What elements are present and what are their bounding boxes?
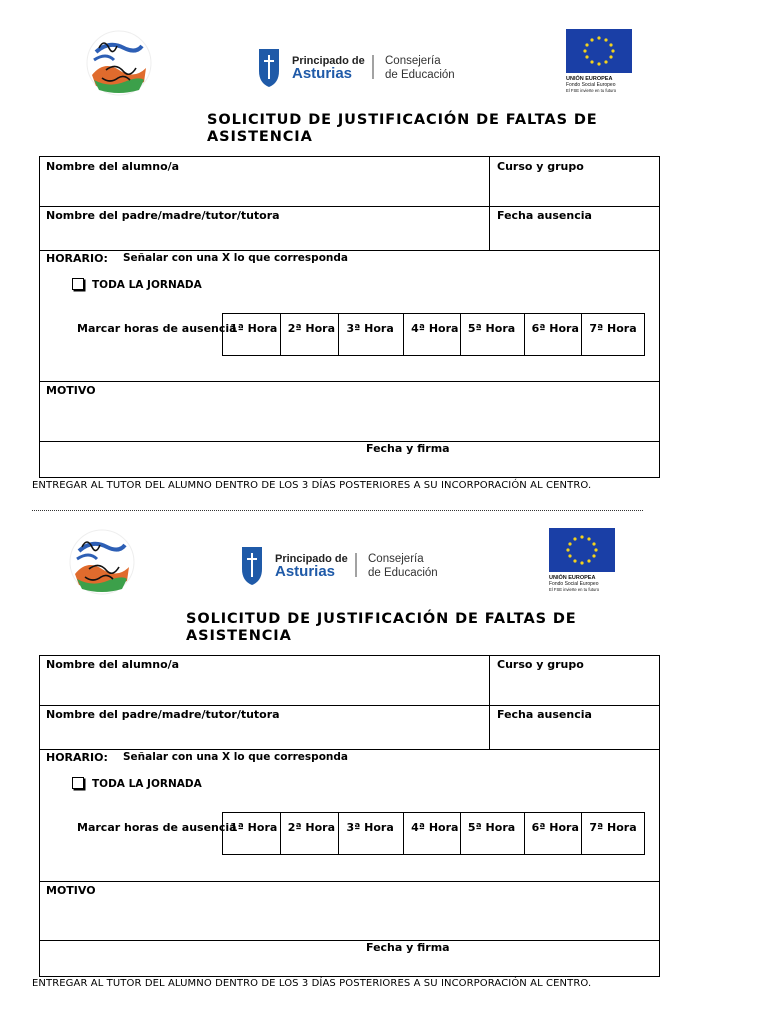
hours-row <box>222 313 645 356</box>
hour-cell-5[interactable]: 5ª Hora <box>461 314 525 355</box>
eu-logo <box>564 28 636 94</box>
reason-label: MOTIVO <box>46 884 96 897</box>
full-day-checkbox[interactable] <box>72 777 84 789</box>
form-title: SOLICITUD DE JUSTIFICACIÓN DE FALTAS DE ASISTENCIA <box>207 112 598 145</box>
full-day-label: TODA LA JORNADA <box>92 778 202 790</box>
reason-field[interactable] <box>40 382 659 441</box>
asturias-text-2: Asturias <box>275 563 336 580</box>
hours-row <box>222 812 645 855</box>
student-name-field[interactable] <box>40 157 489 206</box>
school-logo <box>84 30 154 96</box>
hour-cell-7[interactable]: 7ª Hora <box>589 322 637 335</box>
hour-cell-4[interactable]: 4ª Hora <box>404 314 461 355</box>
absence-date-label: Fecha ausencia <box>497 708 592 721</box>
eu-text-1: UNIÓN EUROPEA <box>549 575 596 581</box>
hour-cell-7[interactable]: 7ª Hora <box>589 821 637 834</box>
full-day-label: TODA LA JORNADA <box>92 279 202 291</box>
form-copy-1 <box>0 0 768 500</box>
asturias-text-1: Principado de <box>292 55 365 67</box>
asturias-text-3: Consejería <box>385 55 441 67</box>
form-copy-2 <box>0 500 768 1000</box>
hour-cell-3[interactable]: 3ª Hora <box>339 314 404 355</box>
absence-date-field[interactable] <box>490 207 660 250</box>
schedule-hint: Señalar con una X lo que corresponda <box>123 751 348 763</box>
eu-text-2: Fondo Social Europeo <box>549 581 599 587</box>
reason-label: MOTIVO <box>46 384 96 397</box>
course-field[interactable] <box>490 157 660 206</box>
hour-cell-4[interactable]: 4ª Hora <box>404 813 461 854</box>
student-name-label: Nombre del alumno/a <box>46 160 180 173</box>
asturias-text-2: Asturias <box>292 65 353 82</box>
date-signature-label: Fecha y firma <box>366 442 450 455</box>
course-label: Curso y grupo <box>497 658 584 671</box>
asturias-text-4: de Educación <box>368 567 438 579</box>
signature-field[interactable] <box>40 941 659 976</box>
mark-hours-label: Marcar horas de ausencia <box>77 322 237 335</box>
parent-name-label: Nombre del padre/madre/tutor/tutora <box>46 708 280 721</box>
delivery-note: ENTREGAR AL TUTOR DEL ALUMNO DENTRO DE LOS 3 DÍAS POSTERIORES A SU INCORPORACIÓN AL CENTRO. <box>32 978 592 989</box>
hour-cell-1[interactable]: 1ª Hora <box>223 813 281 854</box>
absence-date-label: Fecha ausencia <box>497 209 592 222</box>
hour-cell-6[interactable]: 6ª Hora <box>525 314 583 355</box>
hour-cell-3[interactable]: 3ª Hora <box>339 813 404 854</box>
asturias-logo <box>255 45 470 89</box>
school-logo <box>67 529 137 595</box>
course-field[interactable] <box>490 656 660 705</box>
form-table <box>39 156 660 478</box>
hour-cell-6[interactable]: 6ª Hora <box>525 813 583 854</box>
eu-text-3: El FSE invierte en tu futuro <box>566 88 617 93</box>
asturias-text-1: Principado de <box>275 553 348 565</box>
delivery-note: ENTREGAR AL TUTOR DEL ALUMNO DENTRO DE LOS 3 DÍAS POSTERIORES A SU INCORPORACIÓN AL CENTRO. <box>32 480 592 491</box>
parent-name-field[interactable] <box>40 706 489 749</box>
form-table <box>39 655 660 977</box>
form-title: SOLICITUD DE JUSTIFICACIÓN DE FALTAS DE ASISTENCIA <box>186 611 577 644</box>
asturias-logo <box>238 543 453 587</box>
signature-field[interactable] <box>40 442 659 477</box>
course-label: Curso y grupo <box>497 160 584 173</box>
eu-text-3: El FSE invierte en tu futuro <box>549 587 600 592</box>
student-name-label: Nombre del alumno/a <box>46 658 180 671</box>
full-day-checkbox[interactable] <box>72 278 84 290</box>
reason-field[interactable] <box>40 882 659 940</box>
hour-cell-2[interactable]: 2ª Hora <box>281 813 340 854</box>
hour-cell-2[interactable]: 2ª Hora <box>281 314 340 355</box>
eu-logo <box>547 527 619 593</box>
hour-cell-1[interactable]: 1ª Hora <box>223 314 281 355</box>
student-name-field[interactable] <box>40 656 489 705</box>
asturias-text-4: de Educación <box>385 69 455 81</box>
asturias-text-3: Consejería <box>368 553 424 565</box>
schedule-label: HORARIO: <box>46 252 108 265</box>
mark-hours-label: Marcar horas de ausencia <box>77 821 237 834</box>
schedule-label: HORARIO: <box>46 751 108 764</box>
parent-name-field[interactable] <box>40 207 489 250</box>
absence-date-field[interactable] <box>490 706 660 749</box>
hour-cell-5[interactable]: 5ª Hora <box>461 813 525 854</box>
eu-text-1: UNIÓN EUROPEA <box>566 76 613 82</box>
eu-text-2: Fondo Social Europeo <box>566 82 616 88</box>
parent-name-label: Nombre del padre/madre/tutor/tutora <box>46 209 280 222</box>
schedule-hint: Señalar con una X lo que corresponda <box>123 252 348 264</box>
date-signature-label: Fecha y firma <box>366 941 450 954</box>
